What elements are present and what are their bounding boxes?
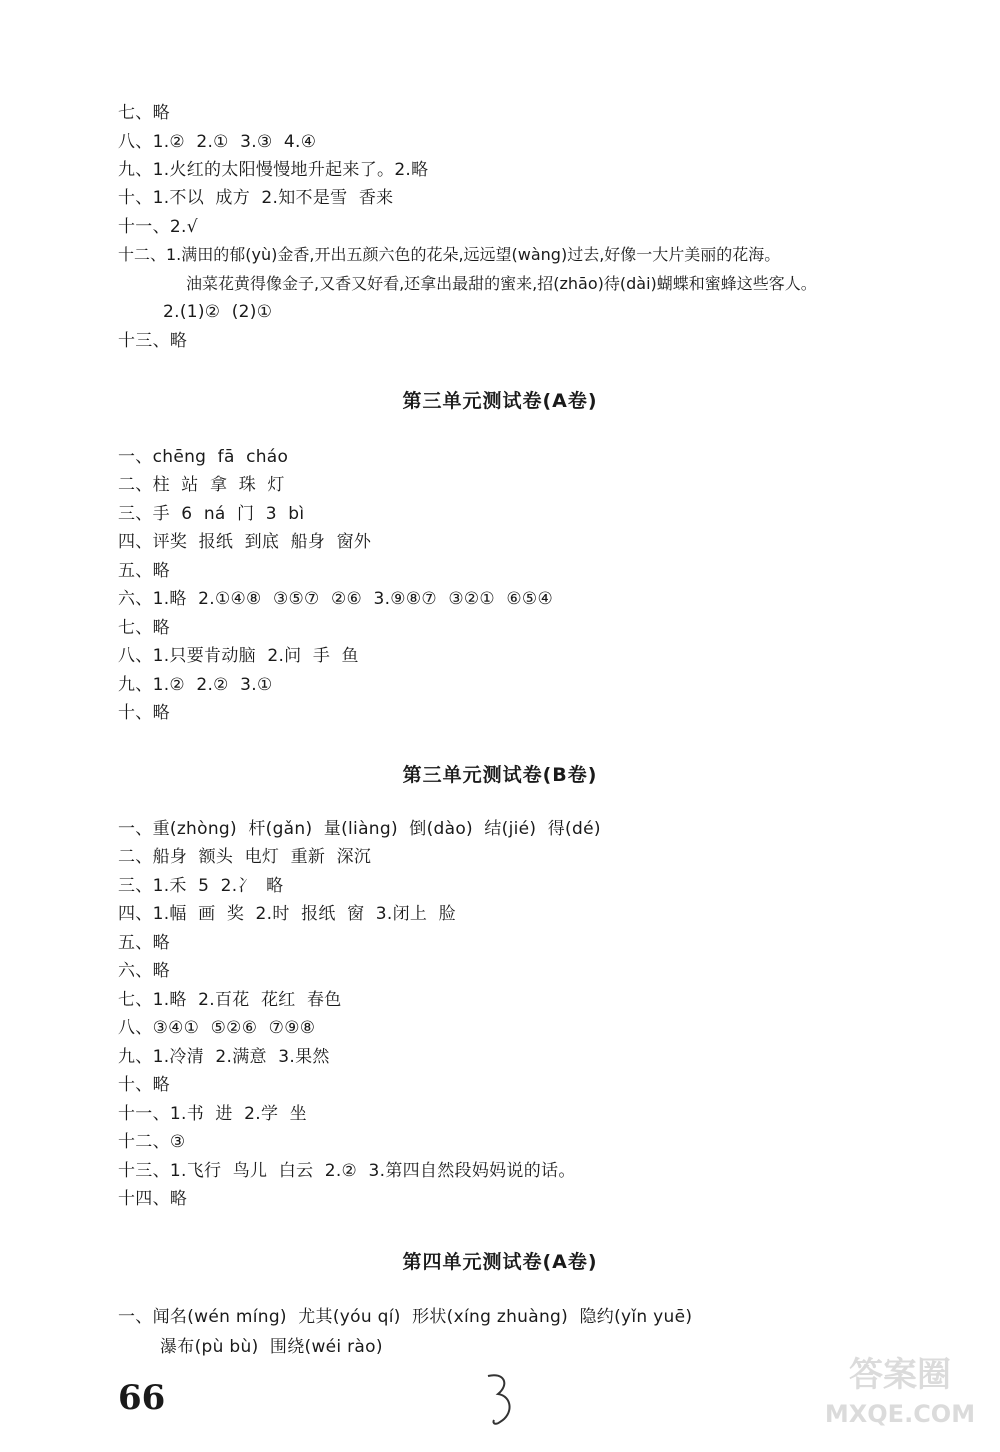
handwritten-mark (480, 1370, 520, 1430)
answer-line: 十三、略 (118, 331, 188, 351)
answer-line: 九、1.火红的太阳慢慢地升起来了。2.略 (118, 160, 429, 180)
answer-line: 十四、略 (118, 1189, 188, 1209)
answer-line: 五、略 (118, 561, 170, 581)
answer-line: 十、略 (118, 703, 170, 723)
answer-line: 四、评奖 报纸 到底 船身 窗外 (118, 532, 372, 552)
answer-line: 一、闻名(wén míng) 尤其(yóu qí) 形状(xíng zhuàng) 隐约(yǐn yuē) (118, 1307, 693, 1327)
watermark-logo (820, 1344, 980, 1434)
answer-line: 十二、1.满田的郁(yù)金香,开出五颜六色的花朵,远远望(wàng)过去,好像一大片美丽的花海。 (118, 245, 781, 264)
answer-line: 二、柱 站 拿 珠 灯 (118, 475, 285, 495)
answer-line: 七、略 (118, 618, 170, 638)
answer-line: 瀑布(pù bù) 围绕(wéi rào) (160, 1337, 383, 1357)
answer-line: 十一、1.书 进 2.学 坐 (118, 1104, 307, 1124)
section-heading: 第四单元测试卷(A卷) (402, 1251, 598, 1273)
answer-line: 八、1.只要肯动脑 2.问 手 鱼 (118, 646, 359, 666)
answer-line: 二、船身 额头 电灯 重新 深沉 (118, 847, 372, 867)
answer-line: 十、略 (118, 1075, 170, 1095)
answer-line: 七、略 (118, 103, 170, 123)
answer-line: 三、1.禾 5 2.冫 略 (118, 876, 284, 896)
answer-line: 三、手 6 ná 门 3 bì (118, 504, 305, 524)
answer-line: 四、1.幅 画 奖 2.时 报纸 窗 3.闭上 脸 (118, 904, 456, 924)
answer-line: 油菜花黄得像金子,又香又好看,还拿出最甜的蜜来,招(zhāo)待(dài)蝴蝶和蜜蜂这些客人。 (186, 274, 817, 293)
section-heading: 第三单元测试卷(B卷) (402, 764, 598, 786)
answer-line: 九、1.② 2.② 3.① (118, 675, 273, 695)
answer-line: 六、略 (118, 961, 170, 981)
svg-text:MXQE.COM: MXQE.COM (824, 1400, 976, 1428)
answer-line: 十、1.不以 成方 2.知不是雪 香来 (118, 188, 394, 208)
answer-line: 十三、1.飞行 鸟儿 白云 2.② 3.第四自然段妈妈说的话。 (118, 1161, 576, 1181)
svg-text:答案圈: 答案圈 (849, 1355, 951, 1395)
answer-line: 一、chēng fā cháo (118, 447, 289, 467)
answer-line: 七、1.略 2.百花 花红 春色 (118, 990, 342, 1010)
answer-line: 九、1.冷清 2.满意 3.果然 (118, 1047, 330, 1067)
answer-line: 六、1.略 2.①④⑧ ③⑤⑦ ②⑥ 3.⑨⑧⑦ ③②① ⑥⑤④ (118, 589, 553, 609)
answer-line: 十二、③ (118, 1132, 186, 1152)
answer-line: 一、重(zhòng) 杆(gǎn) 量(liàng) 倒(dào) 结(jié) 得(dé) (118, 819, 601, 839)
answer-line: 2.(1)② (2)① (163, 302, 273, 322)
answer-line: 五、略 (118, 933, 170, 953)
answer-line: 八、③④① ⑤②⑥ ⑦⑨⑧ (118, 1018, 316, 1038)
answer-line: 十一、2.√ (118, 217, 198, 237)
page-number: 66 (118, 1378, 166, 1418)
answer-line: 八、1.② 2.① 3.③ 4.④ (118, 132, 317, 152)
section-heading: 第三单元测试卷(A卷) (402, 390, 598, 412)
